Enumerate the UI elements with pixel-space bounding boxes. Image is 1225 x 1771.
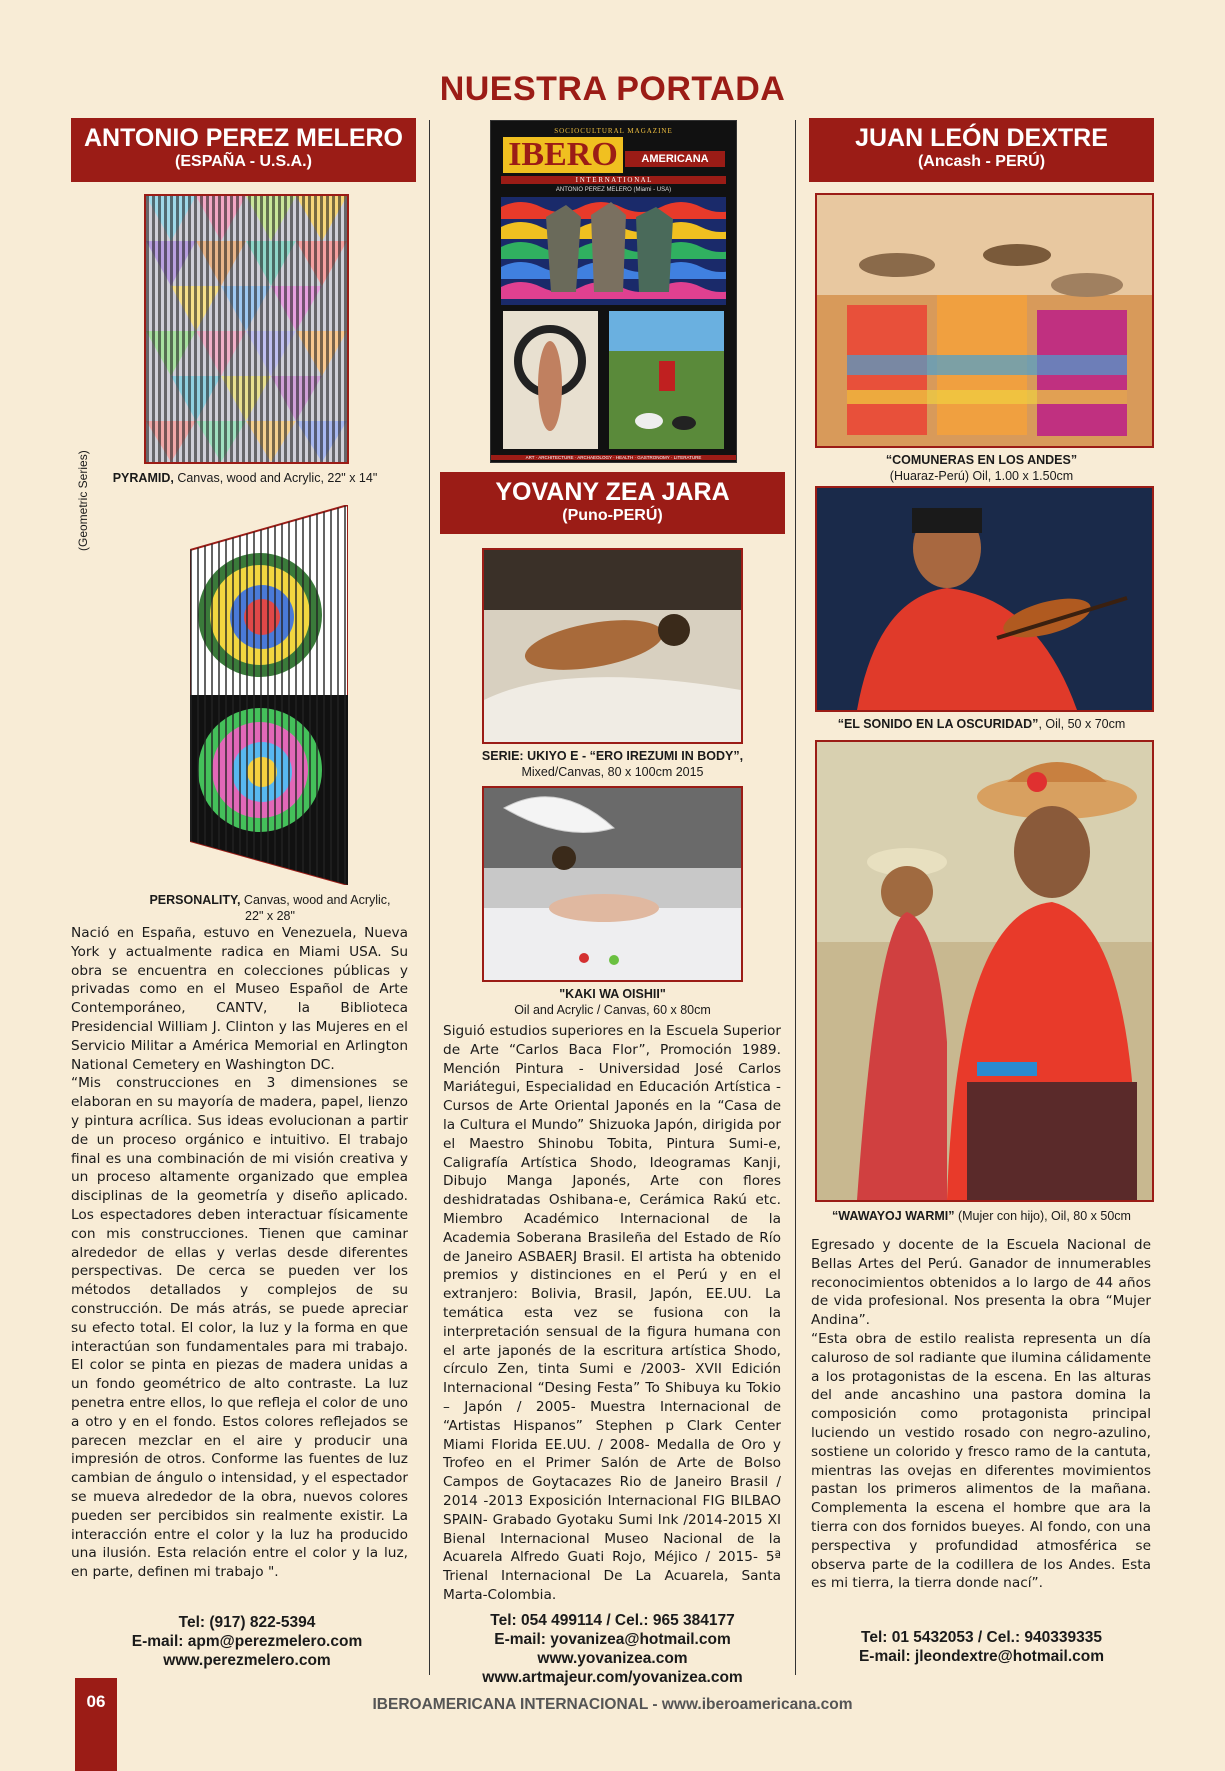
cover-intl: I N T E R N A T I O N A L [501, 176, 726, 184]
bio-paragraph: “Esta obra de estilo realista representa un día caluroso de sol radiante que ilumina cálidamente a los protagonistas de la escena. En las alturas del ande ancashino una pastora domina la composición como protagonista principal luciendo un vestido rosado con negro-azulino, sostiene un colorido y fresco ramo de la cantuta, mientras las ovejas en diferentes movimientos pastan los primeros alimentos de la mañana. Complementa la escena el hombre que ara la tierra con dos fornidos bueyes. Al fondo, con una perspectiva y profundidad atmosférica se observa parte de la codillera de los Andes. Esta es mi tierra, la tierra donde nací”. [811, 1330, 1151, 1592]
column-divider-right [795, 120, 796, 1675]
contact-web: www.perezmelero.com [163, 1652, 331, 1669]
contact-web: www.artmajeur.com/yovanizea.com [482, 1669, 743, 1686]
contact-antonio [71, 1613, 423, 1670]
footer-text: IBEROAMERICANA INTERNACIONAL - www.iberoamericana.com [372, 1696, 853, 1713]
column-divider-left [429, 120, 430, 1675]
artist-name: ANTONIO PEREZ MELERO [83, 124, 403, 152]
contact-email: E-mail: apm@perezmelero.com [131, 1633, 363, 1650]
caption-title: PYRAMID, [112, 471, 174, 485]
bio-juan [811, 1236, 1151, 1593]
bio-paragraph: Nació en España, estuvo en Venezuela, Nueva York y actualmente radica en Miami USA. Su obra se encuentra en colecciones públicas y privadas como en el Museo Español de Arte Contemporáneo, CANTV, la Biblioteca Presidencial William J. Clinton y las Mujeres en el Servicio Militar a América Memorial en Arlington National Cemetery en Washington DC. [71, 925, 408, 1073]
bio-paragraph: Siguió estudios superiores en la Escuela Superior de Arte “Carlos Baca Flor”, Promoción 1989. Mención Pintura - Universidad José Carlos Mariátegui, Especialidad en Educación Artística - Cursos de Arte Oriental Japonés en la “Casa de la Cultura el Mundo” Shizuoka Japón, dirigida por el Maestro Shinobu Tobita, Pintura Sumi-e, Caligrafía Artística Shodo, Ideogramas Kanji, Dibujo Manga Japonés, Arte con flores deshidratadas Oshibana-e, Cerámica Rakú etc. Miembro Académico Internacional de la Academia Soberana Brasileña del Estado de Río de Janeiro ASBAERJ Brasil. El artista ha obtenido premios y distinciones en el Perú y en el extranjero: Bolivia, Brasil, Japón, EE.UU. La temática esta vez se fusiona con la interpretación sensual de la figura humana con el arte japonés de la escritura artística Shodo, círculo Zen, tinta Sumi e /2003- XVII Edición Internacional “Desing Festa” To Shibuya ku Tokio – Japón / 2005- Muestra Internacional de “Artistas Hispanos” Stephen p Clark Center Miami Florida EE.UU. / 2008- Medalla de Oro y Trofeo en el Primer Salón de Arte de Bolso Campos de Goytacazes Rio de Janeiro Brasil / 2014 -2013 Exposición Internacional FIG BILBAO SPAIN- Grabado Gyotaku Sumi Ink /2014-2015 XI Bienal Internacional Museo Nacional de la Acuarela Alfredo Guati Rojo, Méjico / 2015- 5ª Trienal Internacional De La Acuarela, Santa Marta-Colombia. [443, 1023, 781, 1603]
contact-tel: Tel: 01 5432053 / Cel.: 940339335 [861, 1629, 1102, 1646]
caption-title: SERIE: UKIYO E - “ERO IREZUMI IN BODY”, [481, 749, 744, 763]
caption-kaki-wa-oishii [440, 986, 785, 1019]
bio-yovany [443, 1022, 781, 1605]
cover-top-line: SOCIOCULTURAL MAGAZINE [554, 127, 673, 135]
caption-title: “EL SONIDO EN LA OSCURIDAD” [837, 717, 1039, 731]
artist-name: JUAN LEÓN DEXTRE [855, 124, 1108, 152]
series-label: (Geometric Series) [76, 450, 90, 551]
caption-comuneras [809, 452, 1154, 485]
caption-title: "KAKI WA OISHII" [559, 987, 666, 1001]
bio-paragraph: “Mis construcciones en 3 dimensiones se elaboran en su mayoría de madera, papel, lienzo y pintura acrílica. Sus ideas evolucionan a partir de un proceso orgánico e intuitivo. El trabajo final es una combinación de mi visión creativa y un proceso altamente organizado que emplea disciplinas de la geometría y diseño aplicado. Los espectadores deben interactuar físicamente con mis construcciones. Tienen que caminar alrededor de ellas y verlas desde diferentes perspectivas. De cerca se pueden ver los métodos detallados y complejos de su construcción. De más atrás, se puede apreciar su efecto total. El color, la luz y la forma en que interactúan son fundamentales para mi trabajo. El color se pinta en piezas de madera unidas a un fondo geométrico de alto contraste. La luz penetra entre ellos, lo que refleja el color de uno a otro y en el fondo. Estos colores reflejados se parecen mezclar en el aire y producir una impresión de otros. Conforme las fuentes de luz cambian de ángulo o intensidad, y el espectador se mueva alrededor de la obra, nuevos colores pueden ser percibidos sin realmente existir. La interacción entre el color y la luz ha producido una ilusión. Esta relación entre el color y la luz, en parte, definen mi trabajo ". [71, 1075, 408, 1581]
cover-bottom-line: ART · ARCHITECTURE · ARCHAEOLOGY · HEALTH · GASTRONOMY · LITERATURE [491, 455, 736, 460]
contact-tel: Tel: (917) 822-5394 [178, 1614, 316, 1631]
artwork-wawayoj-warmi [815, 740, 1154, 1202]
caption-pyramid [95, 470, 395, 486]
contact-yovany [440, 1611, 785, 1687]
caption-title: “WAWAYOJ WARMI” [832, 1209, 955, 1223]
page-number: 06 [86, 1692, 106, 1711]
caption-wawayoj-warmi [809, 1208, 1154, 1224]
caption-size: 22" x 28" [245, 909, 295, 924]
caption-ero-irezumi [440, 748, 785, 781]
contact-email: E-mail: yovanizea@hotmail.com [494, 1631, 731, 1648]
artwork-sonido-oscuridad [815, 486, 1154, 712]
caption-title: “COMUNERAS EN LOS ANDES” [885, 453, 1078, 467]
artwork-pyramid [144, 194, 349, 464]
caption-details: (Huaraz-Perú) Oil, 1.00 x 1.50cm [889, 469, 1074, 484]
caption-details: Mixed/Canvas, 80 x 100cm 2015 [521, 765, 704, 780]
caption-details: (Mujer con hijo), Oil, 80 x 50cm [954, 1209, 1131, 1223]
cover-logo-secondary: AMERICANA [625, 151, 725, 167]
artist-place: (Puno-PERÚ) [562, 506, 663, 524]
caption-details: , Oil, 50 x 70cm [1038, 717, 1126, 731]
cover-subtitle: ANTONIO PEREZ MELERO (Miami - USA) [555, 187, 672, 193]
artist-banner-antonio [71, 118, 416, 182]
contact-email: E-mail: jleondextre@hotmail.com [858, 1648, 1105, 1665]
artwork-comuneras [815, 193, 1154, 448]
caption-sonido-oscuridad [809, 716, 1154, 732]
artist-place: (Ancash - PERÚ) [917, 152, 1046, 170]
contact-web: www.yovanizea.com [537, 1650, 688, 1667]
bio-paragraph: Egresado y docente de la Escuela Nacional de Bellas Artes del Perú. Ganador de innumerables reconocimientos obtenidos a lo largo de 44 años de vida profesional. Nos presenta la obra “Mujer Andina”. [811, 1237, 1151, 1329]
caption-details: Canvas, wood and Acrylic, 22" x 14" [173, 471, 378, 485]
artist-banner-juan [809, 118, 1154, 182]
caption-details: Canvas, wood and Acrylic, [240, 893, 391, 907]
contact-juan [809, 1628, 1154, 1666]
artist-banner-yovany [440, 472, 785, 534]
caption-details: Oil and Acrylic / Canvas, 60 x 80cm [514, 1003, 711, 1018]
cover-main-image [501, 197, 726, 305]
caption-title: PERSONALITY, [149, 893, 241, 907]
page-title: NUESTRA PORTADA [439, 70, 786, 108]
cover-image-figure [503, 311, 598, 449]
cover-image-landscape [609, 311, 724, 449]
artist-place: (ESPAÑA - U.S.A.) [175, 152, 312, 170]
artwork-kaki-wa-oishii [482, 786, 743, 982]
bio-antonio [71, 924, 408, 1582]
artwork-ero-irezumi [482, 548, 743, 744]
caption-personality [120, 892, 420, 925]
magazine-cover [490, 120, 737, 463]
artwork-personality [190, 505, 348, 885]
artist-name: YOVANY ZEA JARA [495, 478, 730, 506]
cover-logo: IBERO [503, 137, 623, 173]
contact-tel: Tel: 054 499114 / Cel.: 965 384177 [490, 1612, 735, 1629]
